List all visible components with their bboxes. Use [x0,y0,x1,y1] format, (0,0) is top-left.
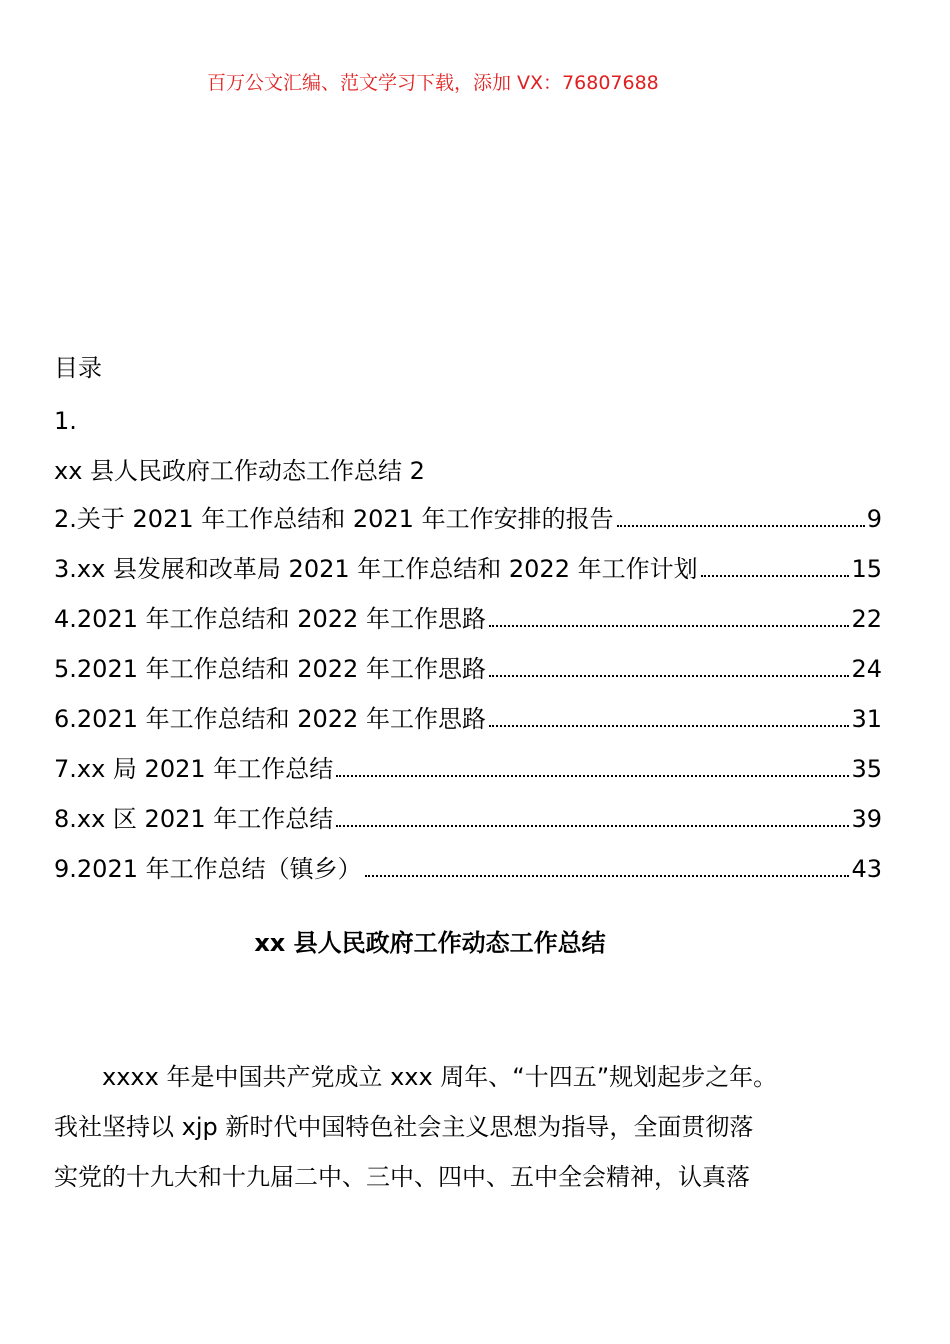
toc-first-entry: xx 县人民政府工作动态工作总结 2 [54,457,425,485]
toc-item-page: 15 [851,555,882,583]
toc-item-page: 35 [851,755,882,783]
toc-leader-dots [336,825,849,827]
toc-leader-dots [489,725,850,727]
toc-item-page: 39 [851,805,882,833]
toc-item [54,753,882,803]
header-watermark-note: 百万公文汇编、范文学习下载，添加 VX：76807688 [207,72,659,94]
toc-item-label: 5.2021 年工作总结和 2022 年工作思路 [54,655,486,683]
toc-item-page: 43 [851,855,882,883]
document-title: xx 县人民政府工作动态工作总结 [254,929,606,957]
body-line: xxxx 年是中国共产党成立 xxx 周年、“十四五”规划起步之年。 [102,1063,778,1091]
toc-item-label: 4.2021 年工作总结和 2022 年工作思路 [54,605,486,633]
toc-leader-dots [701,575,850,577]
toc-leader-dots [489,625,850,627]
toc-leader-dots [489,675,850,677]
toc-item-label: 9.2021 年工作总结（镇乡） [54,855,362,883]
toc-item-page: 31 [851,705,882,733]
toc-item [54,703,882,753]
toc-list [54,503,882,903]
toc-leader-dots [336,775,849,777]
toc-item-label: 8.xx 区 2021 年工作总结 [54,805,334,833]
toc-item-page: 22 [851,605,882,633]
body-line: 实党的十九大和十九届二中、三中、四中、五中全会精神，认真落 [54,1163,750,1191]
toc-item [54,653,882,703]
toc-item [54,603,882,653]
document-body [54,1052,814,1202]
toc-item-label: 6.2021 年工作总结和 2022 年工作思路 [54,705,486,733]
toc-item [54,503,882,553]
toc-item-label: 2.关于 2021 年工作总结和 2021 年工作安排的报告 [54,505,614,533]
toc-leader-dots [617,525,865,527]
toc-item [54,803,882,853]
toc-leader-dots [365,875,850,877]
body-line: 我社坚持以 xjp 新时代中国特色社会主义思想为指导，全面贯彻落 [54,1113,754,1141]
toc-item [54,553,882,603]
toc-item [54,853,882,903]
toc-item-page: 24 [851,655,882,683]
toc-item-label: 3.xx 县发展和改革局 2021 年工作总结和 2022 年工作计划 [54,555,698,583]
toc-first-number: 1. [54,407,77,435]
toc-item-label: 7.xx 局 2021 年工作总结 [54,755,334,783]
toc-title: 目录 [54,354,102,382]
toc-item-page: 9 [866,505,882,533]
